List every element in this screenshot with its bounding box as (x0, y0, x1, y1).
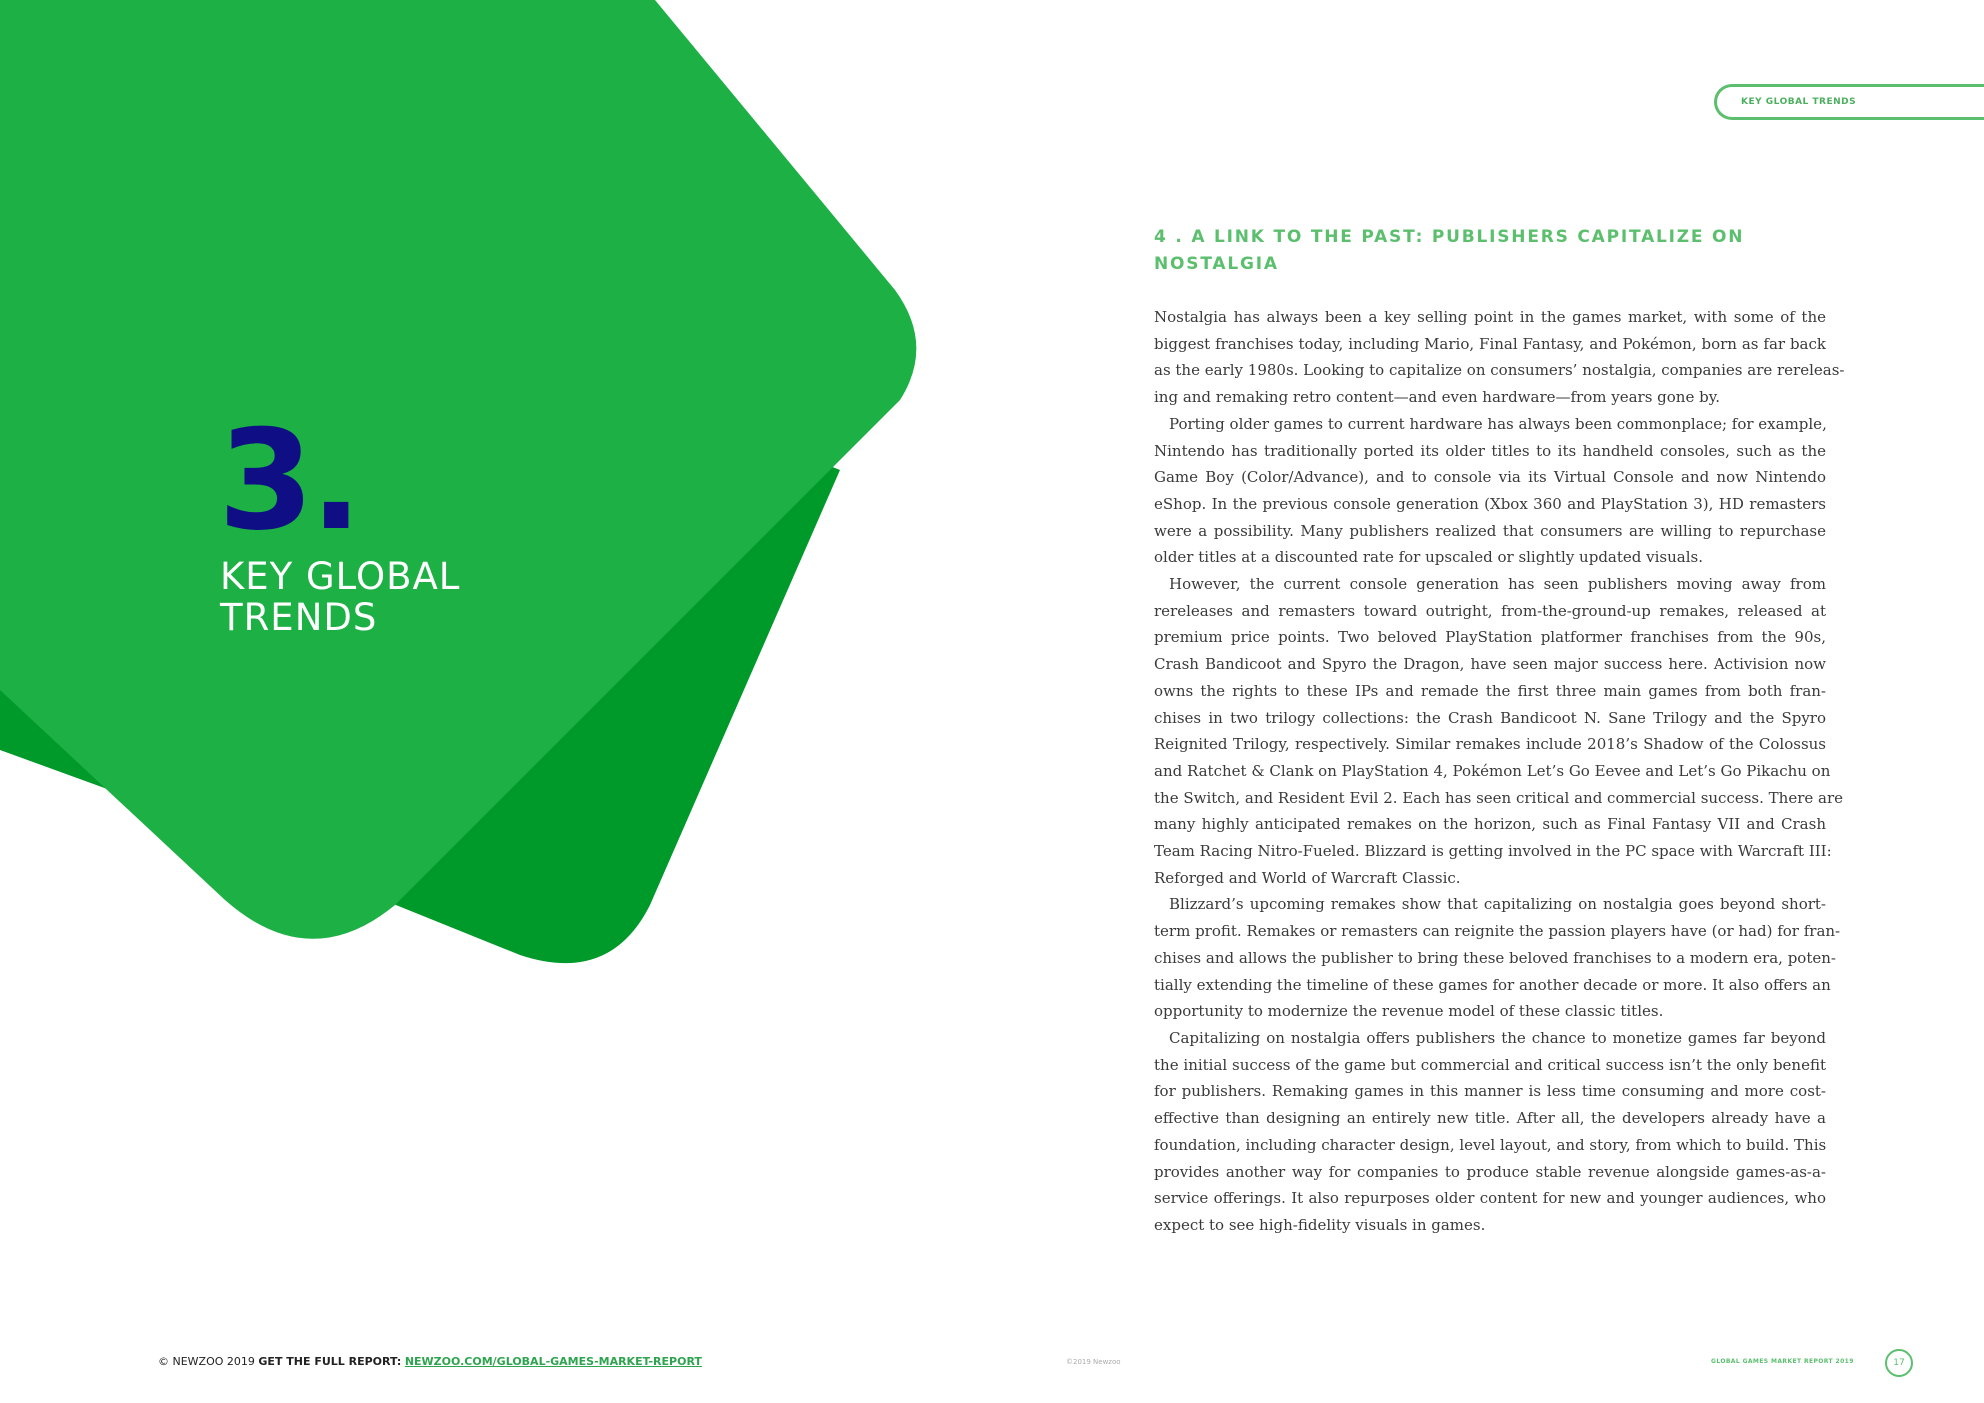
page-number: 17 (1885, 1349, 1913, 1377)
header-tag (1714, 84, 1984, 120)
body-line: Crash Bandicoot and Spyro the Dragon, have seen major success here. Activision now (1154, 655, 1826, 674)
light-green-shape (0, 0, 916, 939)
footer-center-copyright: ©2019 Newzoo (1066, 1358, 1121, 1366)
body-line: eShop. In the previous console generation (Xbox 360 and PlayStation 3), HD remasters (1154, 494, 1826, 513)
body-line: Capitalizing on nostalgia offers publishers the chance to monetize games far beyond (1169, 1028, 1826, 1047)
article-heading-line: NOSTALGIA (1154, 254, 1279, 274)
body-line: However, the current console generation has seen publishers moving away from (1169, 575, 1826, 594)
footer-cta: GET THE FULL REPORT: (258, 1355, 402, 1368)
body-line: effective than designing an entirely new title. After all, the developers already have a (1154, 1109, 1826, 1128)
article-body (1154, 304, 1845, 1239)
footer-copyright: © NEWZOO 2019 (158, 1355, 255, 1368)
body-line: owns the rights to these IPs and remade the first three main games from both fran- (1154, 681, 1826, 700)
body-line: Game Boy (Color/Advance), and to console via its Virtual Console and now Nintendo (1154, 468, 1826, 487)
body-line: as the early 1980s. Looking to capitalize on consumers’ nostalgia, companies are rereleas- (1154, 361, 1845, 380)
body-line: Reignited Trilogy, respectively. Similar remakes include 2018’s Shadow of the Colossus (1154, 735, 1826, 754)
body-line: Blizzard’s upcoming remakes show that capitalizing on nostalgia goes beyond short- (1169, 895, 1826, 914)
body-line: biggest franchises today, including Mario, Final Fantasy, and Pokémon, born as far back (1154, 334, 1826, 353)
section-number: 3. (218, 400, 359, 561)
body-line: service offerings. It also repurposes older content for new and younger audiences, who (1154, 1189, 1826, 1208)
report-link[interactable]: NEWZOO.COM/GLOBAL-GAMES-MARKET-REPORT (404, 1355, 702, 1368)
body-line: the initial success of the game but commercial and critical success isn’t the only benefit (1154, 1055, 1826, 1074)
footer-credit (158, 1355, 702, 1368)
header-tag-label: KEY GLOBAL TRENDS (1741, 97, 1857, 107)
body-line: many highly anticipated remakes on the horizon, such as Final Fantasy VII and Crash (1154, 815, 1826, 834)
body-line: were a possibility. Many publishers realized that consumers are willing to repurchase (1154, 521, 1826, 540)
body-line: Porting older games to current hardware has always been commonplace; for example, (1169, 414, 1827, 433)
body-line: the Switch, and Resident Evil 2. Each has seen critical and commercial success. There are (1154, 788, 1844, 807)
footer-report-name: GLOBAL GAMES MARKET REPORT 2019 (1711, 1358, 1854, 1365)
body-line: expect to see high-fidelity visuals in games. (1154, 1215, 1486, 1234)
body-line: term profit. Remakes or remasters can reignite the passion players have (or had) for fran- (1154, 922, 1841, 941)
body-line: premium price points. Two beloved PlayStation platformer franchises from the 90s, (1154, 628, 1826, 647)
section-title-line: KEY GLOBAL (220, 555, 461, 598)
body-line: chises in two trilogy collections: the Crash Bandicoot N. Sane Trilogy and the Spyro (1154, 708, 1826, 727)
body-line: chises and allows the publisher to bring these beloved franchises to a modern era, poten- (1154, 948, 1836, 967)
body-line: and Ratchet & Clank on PlayStation 4, Pokémon Let’s Go Eevee and Let’s Go Pikachu on (1154, 761, 1831, 780)
body-line: provides another way for companies to produce stable revenue alongside games-as-a- (1154, 1162, 1826, 1181)
section-title-line: TRENDS (220, 596, 378, 639)
body-line: Nostalgia has always been a key selling point in the games market, with some of the (1154, 308, 1826, 326)
section-title (220, 556, 620, 638)
body-line: older titles at a discounted rate for upscaled or slightly updated visuals. (1154, 548, 1703, 567)
body-line: opportunity to modernize the revenue model of these classic titles. (1154, 1002, 1664, 1021)
body-line: Team Racing Nitro-Fueled. Blizzard is getting involved in the PC space with Warcraft III: (1154, 842, 1832, 861)
body-line: Nintendo has traditionally ported its older titles to its handheld consoles, such as the (1154, 441, 1826, 460)
article-heading (1154, 224, 1774, 278)
article-heading-line: 4 . A LINK TO THE PAST: PUBLISHERS CAPITALIZE ON (1154, 227, 1745, 247)
body-line: Reforged and World of Warcraft Classic. (1154, 868, 1461, 887)
body-line: rereleases and remasters toward outright, from-the-ground-up remakes, released at (1154, 601, 1826, 620)
body-line: for publishers. Remaking games in this manner is less time consuming and more cost- (1154, 1082, 1826, 1101)
body-line: tially extending the timeline of these games for another decade or more. It also offers an (1154, 975, 1831, 994)
body-line: ing and remaking retro content—and even hardware—from years gone by. (1154, 388, 1720, 407)
body-line: foundation, including character design, level layout, and story, from which to build. This (1154, 1135, 1827, 1154)
